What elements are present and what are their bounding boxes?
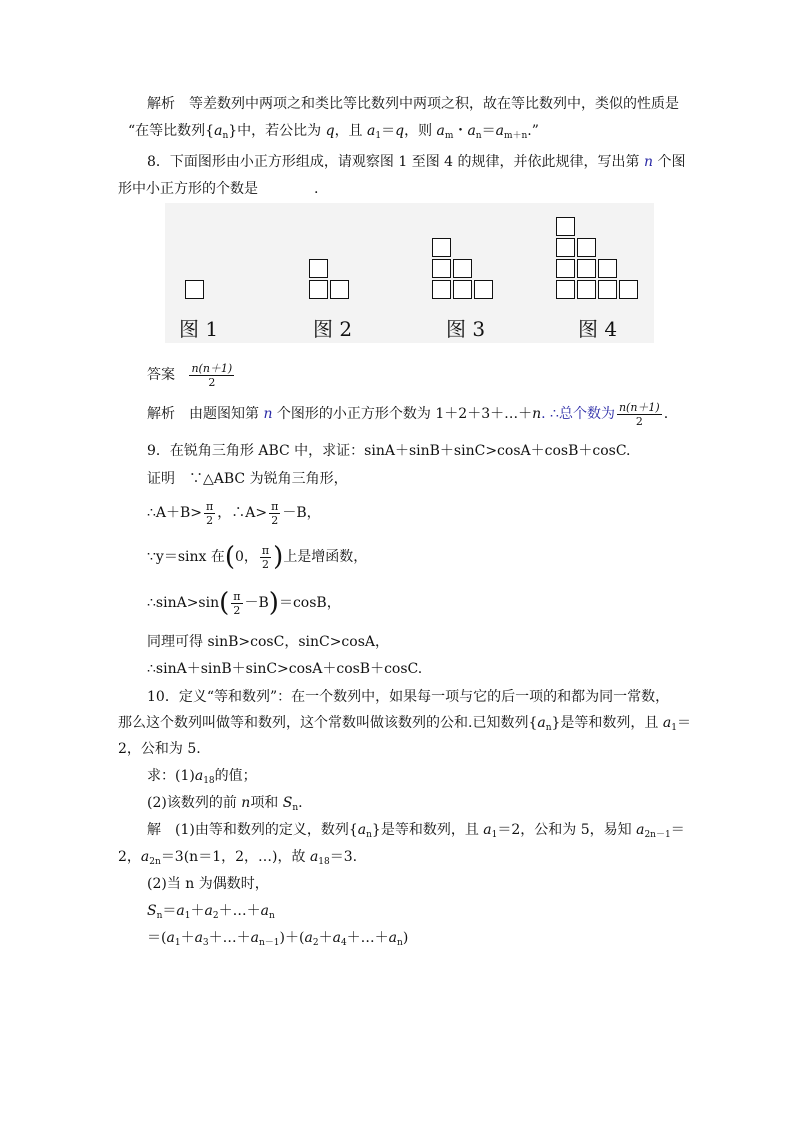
q10-line-5: (2)该数列的前 n项和 $S_n$. <box>147 795 303 813</box>
q8-answer: 答案 $\frac{n(n+1)}{2}$ <box>147 361 233 389</box>
q10-solution-3: (2)当 n 为偶数时， <box>147 876 269 892</box>
fig3-square <box>453 259 472 278</box>
fig4-square <box>556 280 575 299</box>
answer-fraction: $\frac{n(n+1)}{2}$ <box>191 361 233 389</box>
fig2-square <box>330 280 349 299</box>
fig4-square <box>577 280 596 299</box>
fig4-square <box>619 280 638 299</box>
solution-fraction: $\frac{n(n+1)}{2}$ <box>618 400 660 428</box>
fig3-square <box>432 238 451 257</box>
fig4-square <box>577 238 596 257</box>
q10-line-2: 那么这个数列叫做等和数列，这个常数叫做该数列的公和.已知数列$\{a_n\}$是等和数列，且 $a_1=$ <box>118 715 691 733</box>
fig3-square <box>453 280 472 299</box>
fig2-square <box>309 280 328 299</box>
q9-title: 9．在锐角三角形 ABC 中，求证：sinA＋sinB＋sinC>cosA＋cosB＋cosC. <box>147 443 631 459</box>
q8-solution: 解析 由题图知第 n 个图形的小正方形个数为 1＋2＋3＋…＋n. ∴总个数为 $\frac{n(n+1)}{2}$ . <box>147 400 669 428</box>
square-pattern-figure <box>165 203 654 343</box>
figure-label-2: 图 2 <box>313 317 353 341</box>
fig4-square <box>598 280 617 299</box>
fig4-square <box>598 259 617 278</box>
q10-solution-5: $=(a_1+a_3+\dots+a_{n-1})+(a_2+a_4+\dots+a_n)$ <box>147 930 409 948</box>
q10-line-3: 2，公和为 5. <box>118 741 201 757</box>
pi-over-2: $\frac{\pi}{2}$ <box>206 499 214 527</box>
fig3-square <box>432 280 451 299</box>
q10-solution-2: 2，$a_{2n}=3(n=1$，2，…)，故 $a_{18}=3$. <box>118 849 358 867</box>
fig2-square <box>309 259 328 278</box>
q10-line-4: 求：$(1)a_{18}$的值； <box>147 768 257 786</box>
q9-proof-2: ∴A＋B> $\frac{\pi}{2}$ ，∴A> $\frac{\pi}{2}$ －B， <box>147 499 321 527</box>
pi-over-2: $\frac{\pi}{2}$ <box>233 589 241 617</box>
fig3-square <box>432 259 451 278</box>
q9-proof-1: 证明 ∵△ABC 为锐角三角形， <box>147 471 348 487</box>
q9-proof-5: 同理可得 sinB>cosC，sinC>cosA， <box>147 634 389 650</box>
fig1-square <box>185 280 204 299</box>
fig4-square <box>556 238 575 257</box>
pi-over-2: $\frac{\pi}{2}$ <box>271 499 279 527</box>
q10-line-1: 10．定义“等和数列”：在一个数列中，如果每一项与它的后一项的和都为同一常数， <box>147 689 670 705</box>
q10-solution-4: $S_n=a_1+a_2+\dots+a_n$ <box>147 903 275 921</box>
q8-line-1: 8．下面图形由小正方形组成，请观察图 1 至图 4 的规律，并依此规律，写出第 n 个图 <box>147 154 686 170</box>
fig4-square <box>556 217 575 236</box>
fig4-square <box>577 259 596 278</box>
figure-label-1: 图 1 <box>179 317 219 341</box>
fig4-square <box>556 259 575 278</box>
analysis-line-1: 解析 等差数列中两项之和类比等比数列中两项之积，故在等比数列中，类似的性质是 <box>147 96 679 112</box>
fig3-square <box>474 280 493 299</box>
pi-over-2: $\frac{\pi}{2}$ <box>261 543 270 571</box>
q10-solution-1: 解 (1)由等和数列的定义，数列$\{a_n\}$是等和数列，且 $a_1=2$，公和为 5，易知 $a_{2n-1}=$ <box>147 822 685 840</box>
analysis-line-2: “在等比数列$\{a_n\}$中，若公比为 q，且 $a_1=q$，则 $a_m$・$a_n=a_{m+n}$.” <box>128 123 539 141</box>
q9-proof-4: ∴sinA>sin( $\frac{\pi}{2}$ －B)＝cosB， <box>147 588 341 618</box>
figure-label-3: 图 3 <box>446 317 486 341</box>
figure-label-4: 图 4 <box>578 317 618 341</box>
q9-proof-3: ∵y＝sinx 在(0， $\frac{\pi}{2}$ )上是增函数， <box>147 542 368 572</box>
q8-line-2: 形中小正方形的个数是 . <box>118 181 319 197</box>
q9-proof-6: ∴sinA＋sinB＋sinC>cosA＋cosB＋cosC. <box>147 661 423 677</box>
